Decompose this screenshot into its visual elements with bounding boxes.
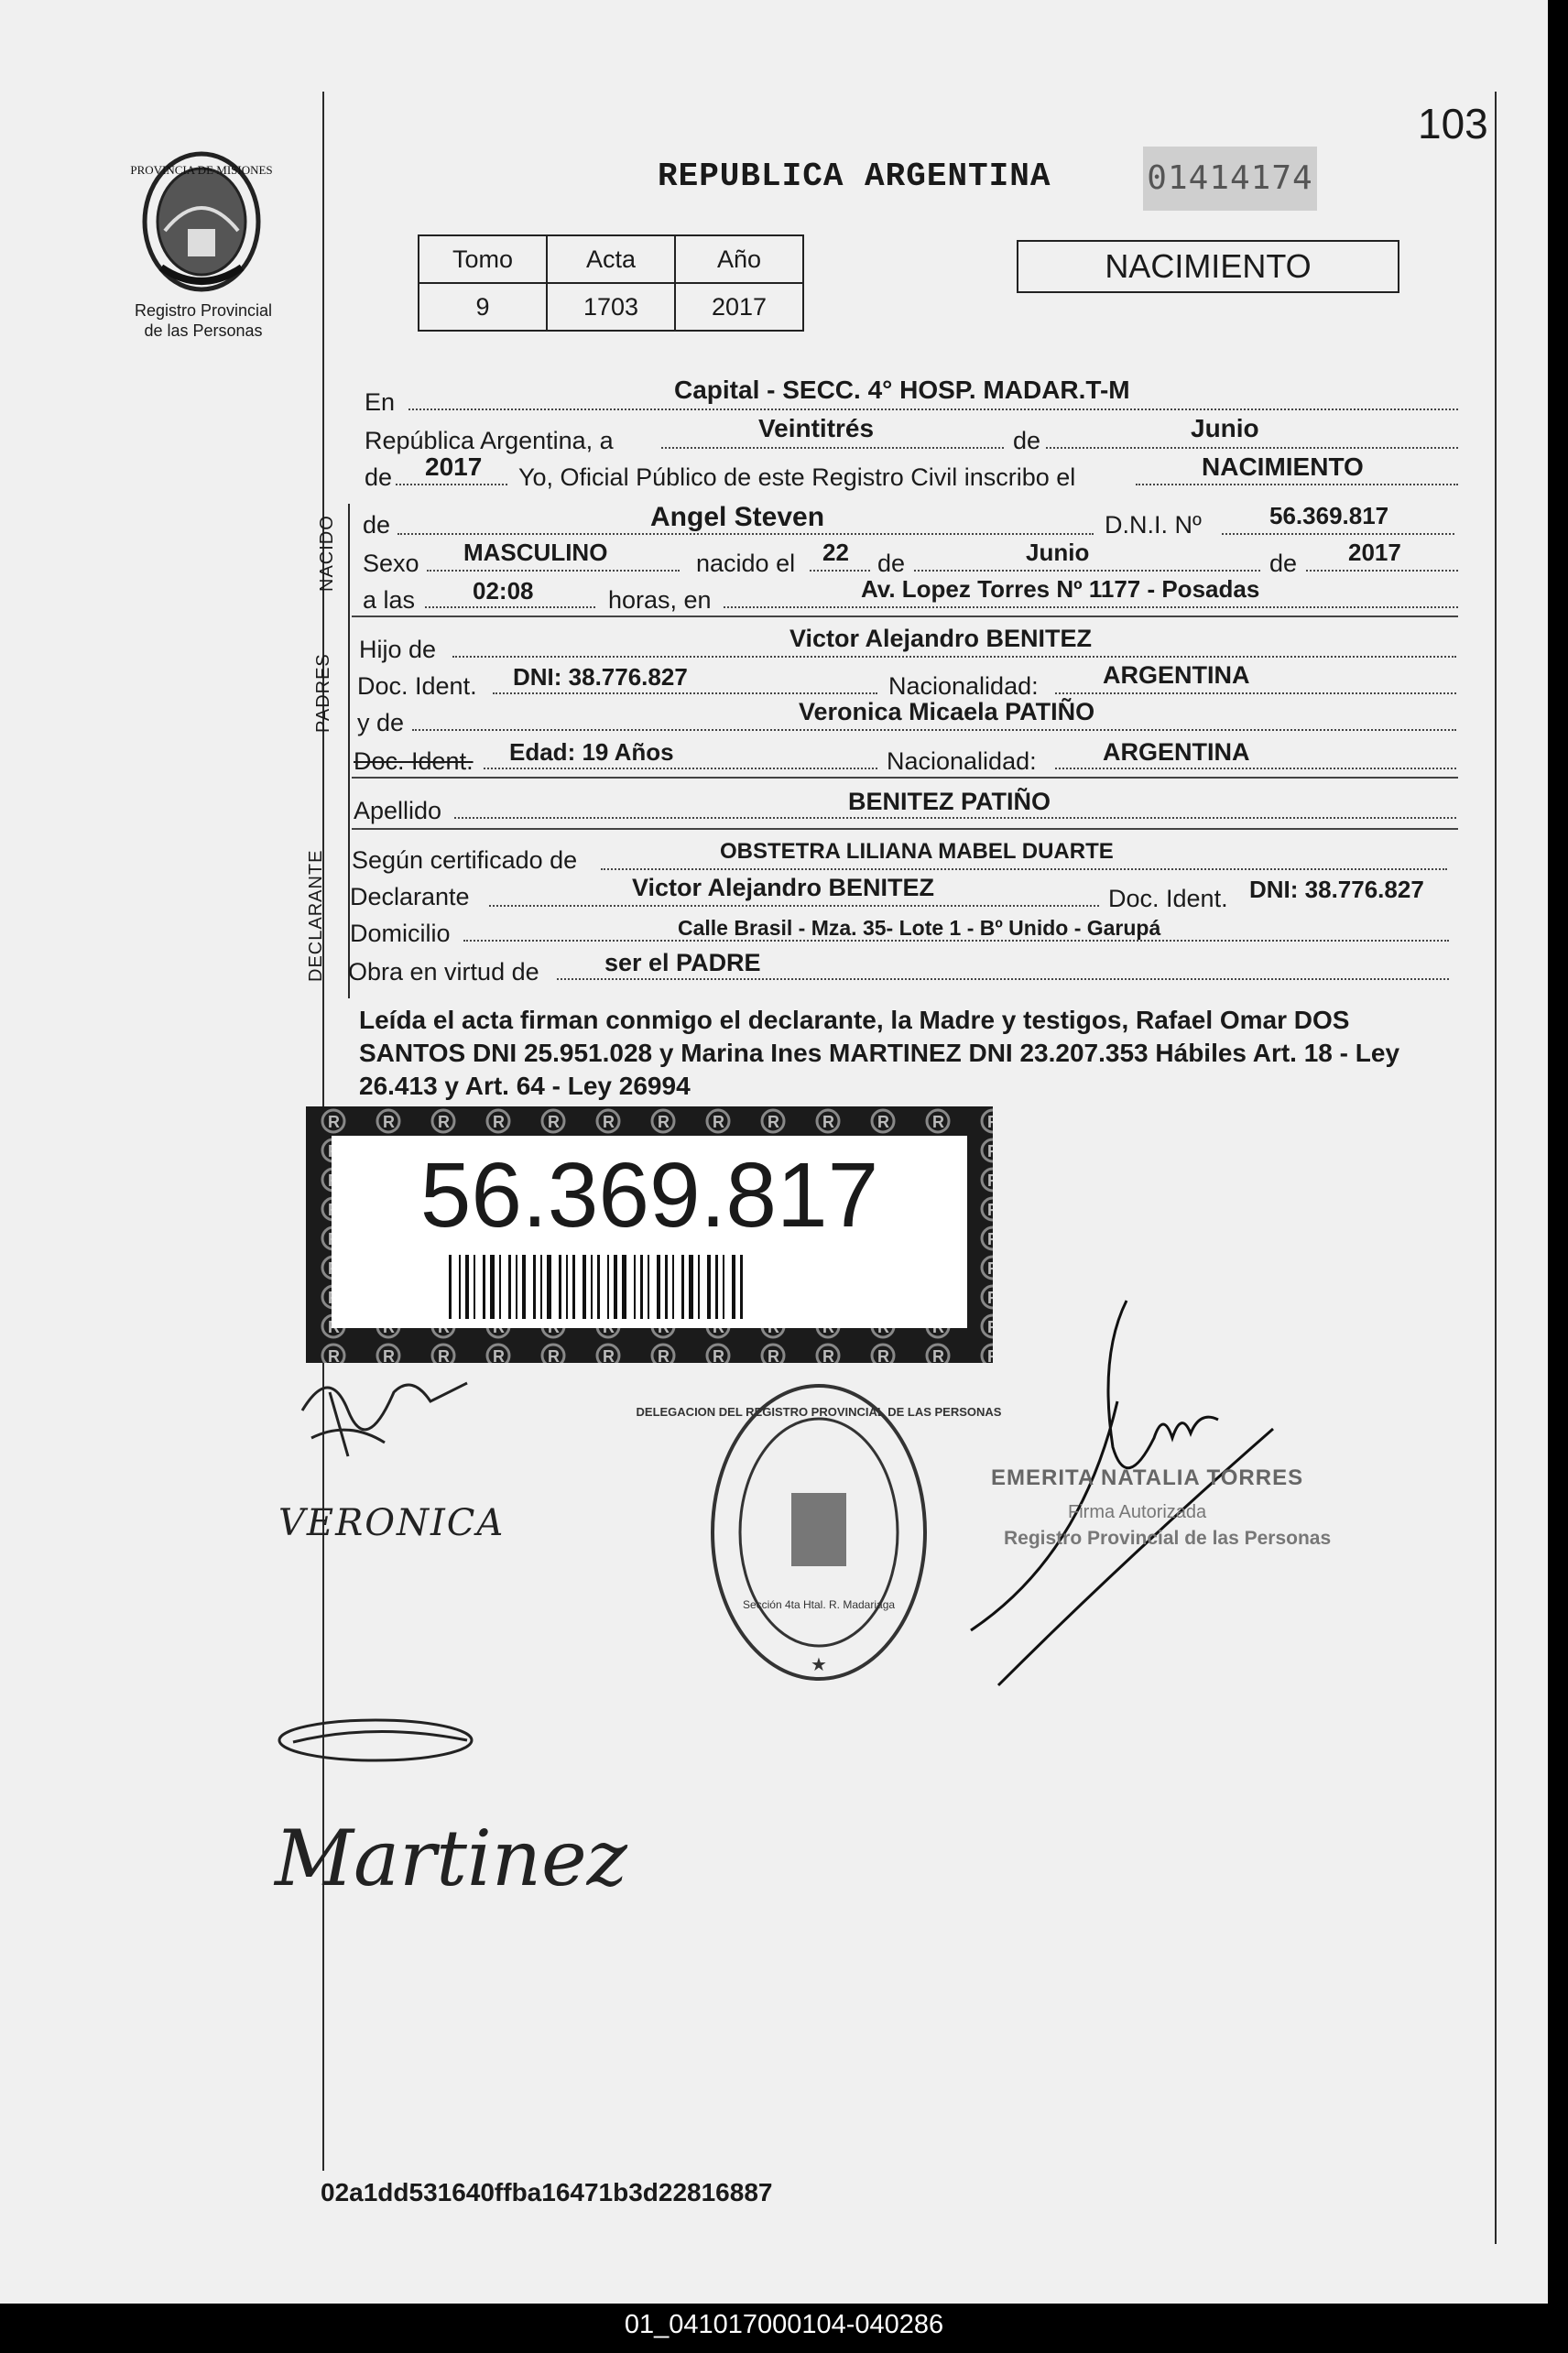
father-nationality: ARGENTINA xyxy=(1103,661,1250,689)
declarante-doc-label: Doc. Ident. xyxy=(1108,885,1228,912)
surname: BENITEZ PATIÑO xyxy=(848,788,1051,815)
declarant-address: Calle Brasil - Mza. 35- Lote 1 - Bº Unido - Garupá xyxy=(678,916,1161,940)
barcode-bar xyxy=(566,1255,568,1319)
barcode-bar xyxy=(681,1255,684,1319)
de-month-label: de xyxy=(877,550,906,577)
barcode-bar xyxy=(499,1255,501,1319)
tomo-value: 9 xyxy=(419,283,547,331)
place-of-registration: Capital - SECC. 4° HOSP. MADAR.T-M xyxy=(674,376,1130,404)
registry-caption-line1: Registro Provincial xyxy=(134,301,273,320)
dni-number-plate xyxy=(306,1106,993,1363)
de-label: de xyxy=(1013,427,1041,454)
barcode-bar xyxy=(540,1255,542,1319)
mother-nat-label: Nacionalidad: xyxy=(887,747,1037,775)
dni-dots xyxy=(1222,533,1454,535)
nacido-divider xyxy=(352,615,1458,617)
dni-plate-label xyxy=(332,1136,967,1328)
name-dots xyxy=(397,533,1094,535)
registration-day: Veintitrés xyxy=(758,414,875,442)
barcode-bar xyxy=(508,1255,511,1319)
apellido-label: Apellido xyxy=(354,797,442,824)
barcode-bar xyxy=(459,1255,461,1319)
yo-text: Yo, Oficial Público de este Registro Civil inscribo el xyxy=(518,463,1076,491)
barcode-bar xyxy=(547,1255,551,1319)
apellido-divider xyxy=(352,828,1458,830)
acta-header: Acta xyxy=(547,235,675,283)
page-number: 103 xyxy=(1418,100,1488,147)
declarante-section-label: DECLARANTE xyxy=(306,849,326,982)
registry-caption xyxy=(121,300,286,341)
de-name-label: de xyxy=(363,511,391,539)
segun-label: Según certificado de xyxy=(352,846,578,874)
domicilio-label: Domicilio xyxy=(350,920,451,947)
right-margin-line xyxy=(1495,92,1497,2244)
father-nat-dots xyxy=(1055,692,1456,694)
barcode-bar xyxy=(533,1255,536,1319)
mother-nationality: ARGENTINA xyxy=(1103,738,1250,766)
horas-label: horas, en xyxy=(608,586,712,614)
barcode-bar xyxy=(672,1255,674,1319)
hijo-de-label: Hijo de xyxy=(359,636,437,663)
obra-label: Obra en virtud de xyxy=(348,958,539,986)
de2-label: de xyxy=(365,463,393,491)
child-name: Angel Steven xyxy=(650,502,825,532)
time-dots xyxy=(425,606,595,608)
mother-document: Edad: 19 Años xyxy=(509,738,674,766)
barcode-bar xyxy=(689,1255,693,1319)
padres-section-label: PADRES xyxy=(313,653,333,733)
de-year-label: de xyxy=(1269,550,1298,577)
nacido-section-label: NACIDO xyxy=(317,515,337,592)
barcode-bar xyxy=(698,1255,700,1319)
seal-text: DELEGACION DEL REGISTRO PROVINCIAL DE LAS PERSONAS xyxy=(636,1405,1002,1419)
barcode-bar xyxy=(740,1255,743,1319)
birth-time: 02:08 xyxy=(473,577,534,605)
barcode-bar xyxy=(732,1255,735,1319)
svg-text:★: ★ xyxy=(811,1655,827,1675)
serial-number-stamp: 01414174 xyxy=(1143,147,1317,211)
barcode-bar xyxy=(522,1255,526,1319)
child-dni: 56.369.817 xyxy=(1269,502,1389,529)
birth-month-dots xyxy=(914,570,1260,572)
barcode-bar xyxy=(707,1255,711,1319)
barcode-bar xyxy=(483,1255,485,1319)
birth-day-dots xyxy=(810,570,870,572)
tomo-header: Tomo xyxy=(419,235,547,283)
padres-divider xyxy=(352,777,1458,779)
mother-nat-dots xyxy=(1055,768,1456,769)
birth-month: Junio xyxy=(1026,539,1090,566)
scan-file-id: 01_041017000104-040286 xyxy=(624,2310,944,2339)
day-dots xyxy=(661,447,1004,449)
nacido-el-label: nacido el xyxy=(696,550,796,577)
barcode-bar xyxy=(715,1255,718,1319)
barcode-bar xyxy=(607,1255,609,1319)
declarante-dots xyxy=(489,905,1099,907)
barcode-bar xyxy=(723,1255,724,1319)
birth-year: 2017 xyxy=(1348,539,1401,566)
en-label: En xyxy=(365,388,396,416)
dni-label: D.N.I. Nº xyxy=(1105,511,1202,539)
seal-inner-text: Sección 4ta Htal. R. Madariaga xyxy=(742,1598,896,1611)
a-las-label: a las xyxy=(363,586,416,614)
registry-seal-stamp xyxy=(636,1379,1002,1685)
barcode-bar xyxy=(634,1255,636,1319)
barcode-bar xyxy=(597,1255,600,1319)
barcode-bar xyxy=(583,1255,586,1319)
record-type-box: NACIMIENTO xyxy=(1017,240,1399,293)
verification-hash: 02a1dd531640ffba16471b3d22816887 xyxy=(321,2178,773,2206)
official-name-stamp: EMERITA NATALIA TORRES xyxy=(991,1465,1304,1490)
obra-dots xyxy=(557,978,1449,980)
registration-month: Junio xyxy=(1191,414,1259,442)
registration-year: 2017 xyxy=(425,452,483,481)
declarant-reason: ser el PADRE xyxy=(604,949,761,976)
official-title-stamp: Firma Autorizada xyxy=(1068,1502,1207,1522)
mother-doc-dots xyxy=(484,768,877,769)
declarante-label: Declarante xyxy=(350,883,470,910)
logo-text: PROVINCIA DE MISIONES xyxy=(130,163,273,177)
father-name: Victor Alejandro BENITEZ xyxy=(789,625,1093,652)
barcode-bar xyxy=(490,1255,495,1319)
dni-barcode xyxy=(445,1255,854,1319)
document-title: REPUBLICA ARGENTINA xyxy=(658,158,1051,195)
barcode-bar xyxy=(614,1255,617,1319)
father-doc-label: Doc. Ident. xyxy=(357,672,477,700)
declarant-document: DNI: 38.776.827 xyxy=(1249,876,1424,903)
official-registry-stamp: Registro Provincial de las Personas xyxy=(1004,1528,1332,1549)
apellido-dots xyxy=(454,817,1456,819)
closing-statement: Leída el acta firman conmigo el declarante, la Madre y testigos, Rafael Omar DOS SANTOS DNI 25.951.028 y Marina Ines MARTINEZ DNI 23.207.353 Hábiles Art. 18 - Ley 26.413 y Art. 64 - Ley 26994 xyxy=(359,1006,1400,1100)
month-dots xyxy=(1046,447,1458,449)
barcode-bar xyxy=(640,1255,643,1319)
signature-witness-oval xyxy=(275,1713,485,1768)
signature-veronica: VERONICA xyxy=(278,1502,506,1544)
registered-event: NACIMIENTO xyxy=(1202,452,1364,481)
signature-martinez: Martinez xyxy=(275,1814,627,1903)
declarant-name: Victor Alejandro BENITEZ xyxy=(632,874,935,901)
misiones-coat-of-arms-logo xyxy=(130,148,273,295)
anio-header: Año xyxy=(675,235,803,283)
signature-declarant xyxy=(293,1356,476,1465)
child-sex: MASCULINO xyxy=(463,539,608,566)
barcode-bar xyxy=(665,1255,668,1319)
dni-plate-number: 56.369.817 xyxy=(419,1144,879,1247)
year-dots xyxy=(396,484,507,485)
birth-place: Av. Lopez Torres Nº 1177 - Posadas xyxy=(861,575,1260,603)
sexo-dots xyxy=(427,570,680,572)
acta-value: 1703 xyxy=(547,283,675,331)
mother-dots xyxy=(412,729,1456,731)
barcode-bar xyxy=(516,1255,517,1319)
republica-label: República Argentina, a xyxy=(365,427,614,454)
barcode-bar xyxy=(474,1255,475,1319)
barcode-bar xyxy=(465,1255,469,1319)
barcode-bar xyxy=(449,1255,452,1319)
father-nat-label: Nacionalidad: xyxy=(888,672,1039,700)
mother-doc-label: Doc. Ident. xyxy=(354,747,474,775)
father-dots xyxy=(452,656,1456,658)
birth-year-dots xyxy=(1306,570,1458,572)
cert-dots xyxy=(601,868,1447,870)
barcode-bar xyxy=(657,1255,660,1319)
anio-value: 2017 xyxy=(675,283,803,331)
barcode-bar xyxy=(622,1255,626,1319)
en-dots xyxy=(408,409,1458,410)
father-doc-dots xyxy=(493,692,877,694)
birthplace-dots xyxy=(724,606,1458,608)
barcode-bar xyxy=(559,1255,561,1319)
sexo-label: Sexo xyxy=(363,550,419,577)
birth-day: 22 xyxy=(822,539,849,566)
book-reference-table xyxy=(418,234,804,332)
y-de-label: y de xyxy=(357,709,405,736)
event-dots xyxy=(1136,484,1458,485)
mother-name: Veronica Micaela PATIÑO xyxy=(799,698,1095,725)
registry-caption-line2: de las Personas xyxy=(144,321,263,340)
father-document: DNI: 38.776.827 xyxy=(513,663,688,691)
certifier: OBSTETRA LILIANA MABEL DUARTE xyxy=(720,839,1114,864)
barcode-bar xyxy=(591,1255,593,1319)
barcode-bar xyxy=(648,1255,649,1319)
barcode-bar xyxy=(572,1255,575,1319)
